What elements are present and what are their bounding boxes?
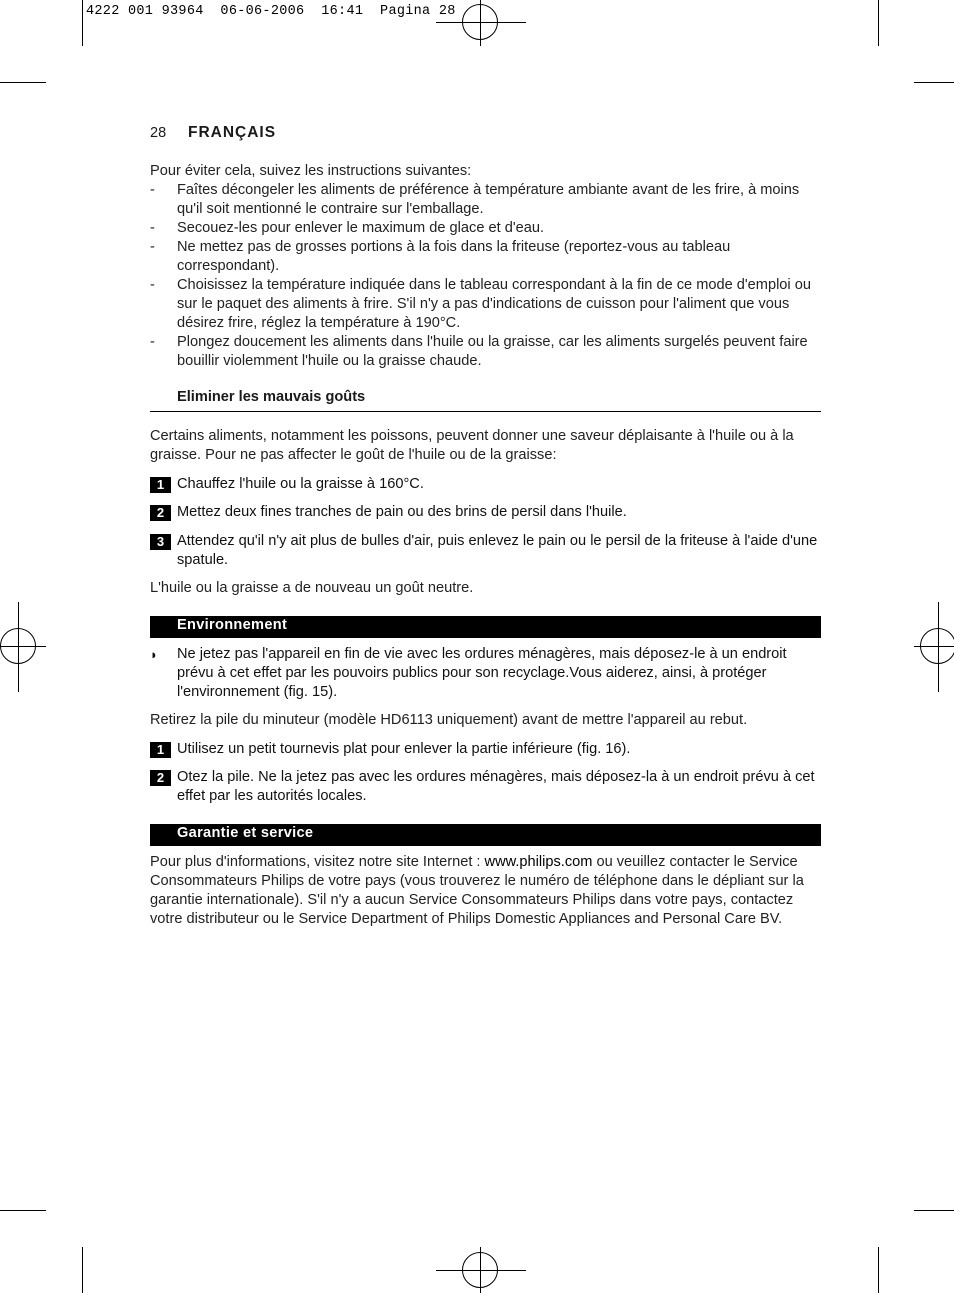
section-heading-warranty: Garantie et service (150, 824, 821, 846)
crop-mark (82, 1247, 83, 1293)
crop-mark (914, 1210, 954, 1211)
crop-mark (82, 0, 83, 46)
print-slug: 4222 001 93964 06-06-2006 16:41 Pagina 28 (86, 4, 456, 19)
crop-mark (914, 82, 954, 83)
odors-intro: Certains aliments, notamment les poissons, peuvent donner une saveur déplaisante à l'huile ou à la graisse. Pour ne pas affecter le goût de l'huile ou de la graisse: (150, 428, 794, 463)
crop-mark (0, 1210, 46, 1211)
intro-paragraph: Pour éviter cela, suivez les instructions suivantes: (150, 163, 472, 179)
page-number: 28 (150, 125, 167, 141)
section-heading-odors: Eliminer les mauvais goûts (150, 389, 821, 412)
section-heading-environment: Environnement (150, 616, 821, 638)
language-heading: FRANÇAIS (188, 124, 277, 141)
bullet-icon: ◗ (150, 647, 158, 662)
philips-website-link[interactable]: www.philips.com (484, 854, 593, 870)
crop-mark (878, 1247, 879, 1293)
odors-outro: L'huile ou la graisse a de nouveau un goût neutre. (150, 580, 474, 596)
crop-mark (878, 0, 879, 46)
warranty-paragraph: Pour plus d'informations, visitez notre site Internet : www.philips.com ou veuillez contacter le Service Consommateurs Philips de votre pays (vous trouverez le numéro de téléphone dans le dépliant sur la garantie internationale). S'il n'y a aucun Service Consommateurs Philips dans votre pays, contactez votre distributeur ou le Service Department of Philips Domestic Appliances and Personal Care BV. (150, 854, 804, 927)
environment-note: Retirez la pile du minuteur (modèle HD6113 uniquement) avant de mettre l'appareil au rebut. (150, 712, 748, 728)
crop-mark (0, 82, 46, 83)
